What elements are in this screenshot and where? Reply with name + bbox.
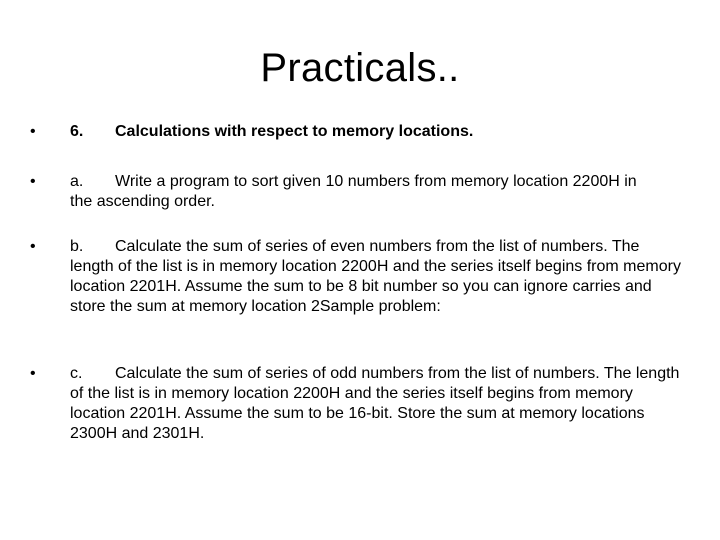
list-item-body: Write a program to sort given 10 numbers from memory location 2200H in the ascending order.	[70, 173, 637, 210]
list-item-body: Calculate the sum of series of even numbers from the list of numbers. The length of the list is in memory location 2200H and the series itself begins from memory location 2201H. Assume the sum to be 8 bit number so you can ignore carries and store the sum at memory location 2Sample problem:	[70, 238, 681, 315]
bullet-icon: •	[30, 238, 36, 255]
list-item-marker: 6.	[70, 123, 84, 140]
list-item-body: Calculate the sum of series of odd numbers from the list of numbers. The length of the list is in memory location 2200H and the series itself begins from memory location 2201H. Assume the sum to be 16-bit. Store the sum at memory locations 2300H and 2301H.	[70, 365, 680, 442]
bullet-icon: •	[30, 365, 36, 382]
list-item-marker: a.	[70, 173, 84, 190]
bullet-icon: •	[30, 123, 36, 140]
list-item-marker: b.	[70, 238, 84, 255]
list-item-text	[70, 364, 685, 444]
list-item-marker: c.	[70, 365, 83, 382]
list-item-text	[70, 172, 660, 212]
list-item-text	[70, 122, 685, 142]
list-item-body: Calculations with respect to memory locations.	[115, 123, 474, 140]
bullet-icon: •	[30, 173, 36, 190]
slide-title: Practicals..	[260, 46, 460, 90]
list-item-text	[70, 237, 685, 317]
